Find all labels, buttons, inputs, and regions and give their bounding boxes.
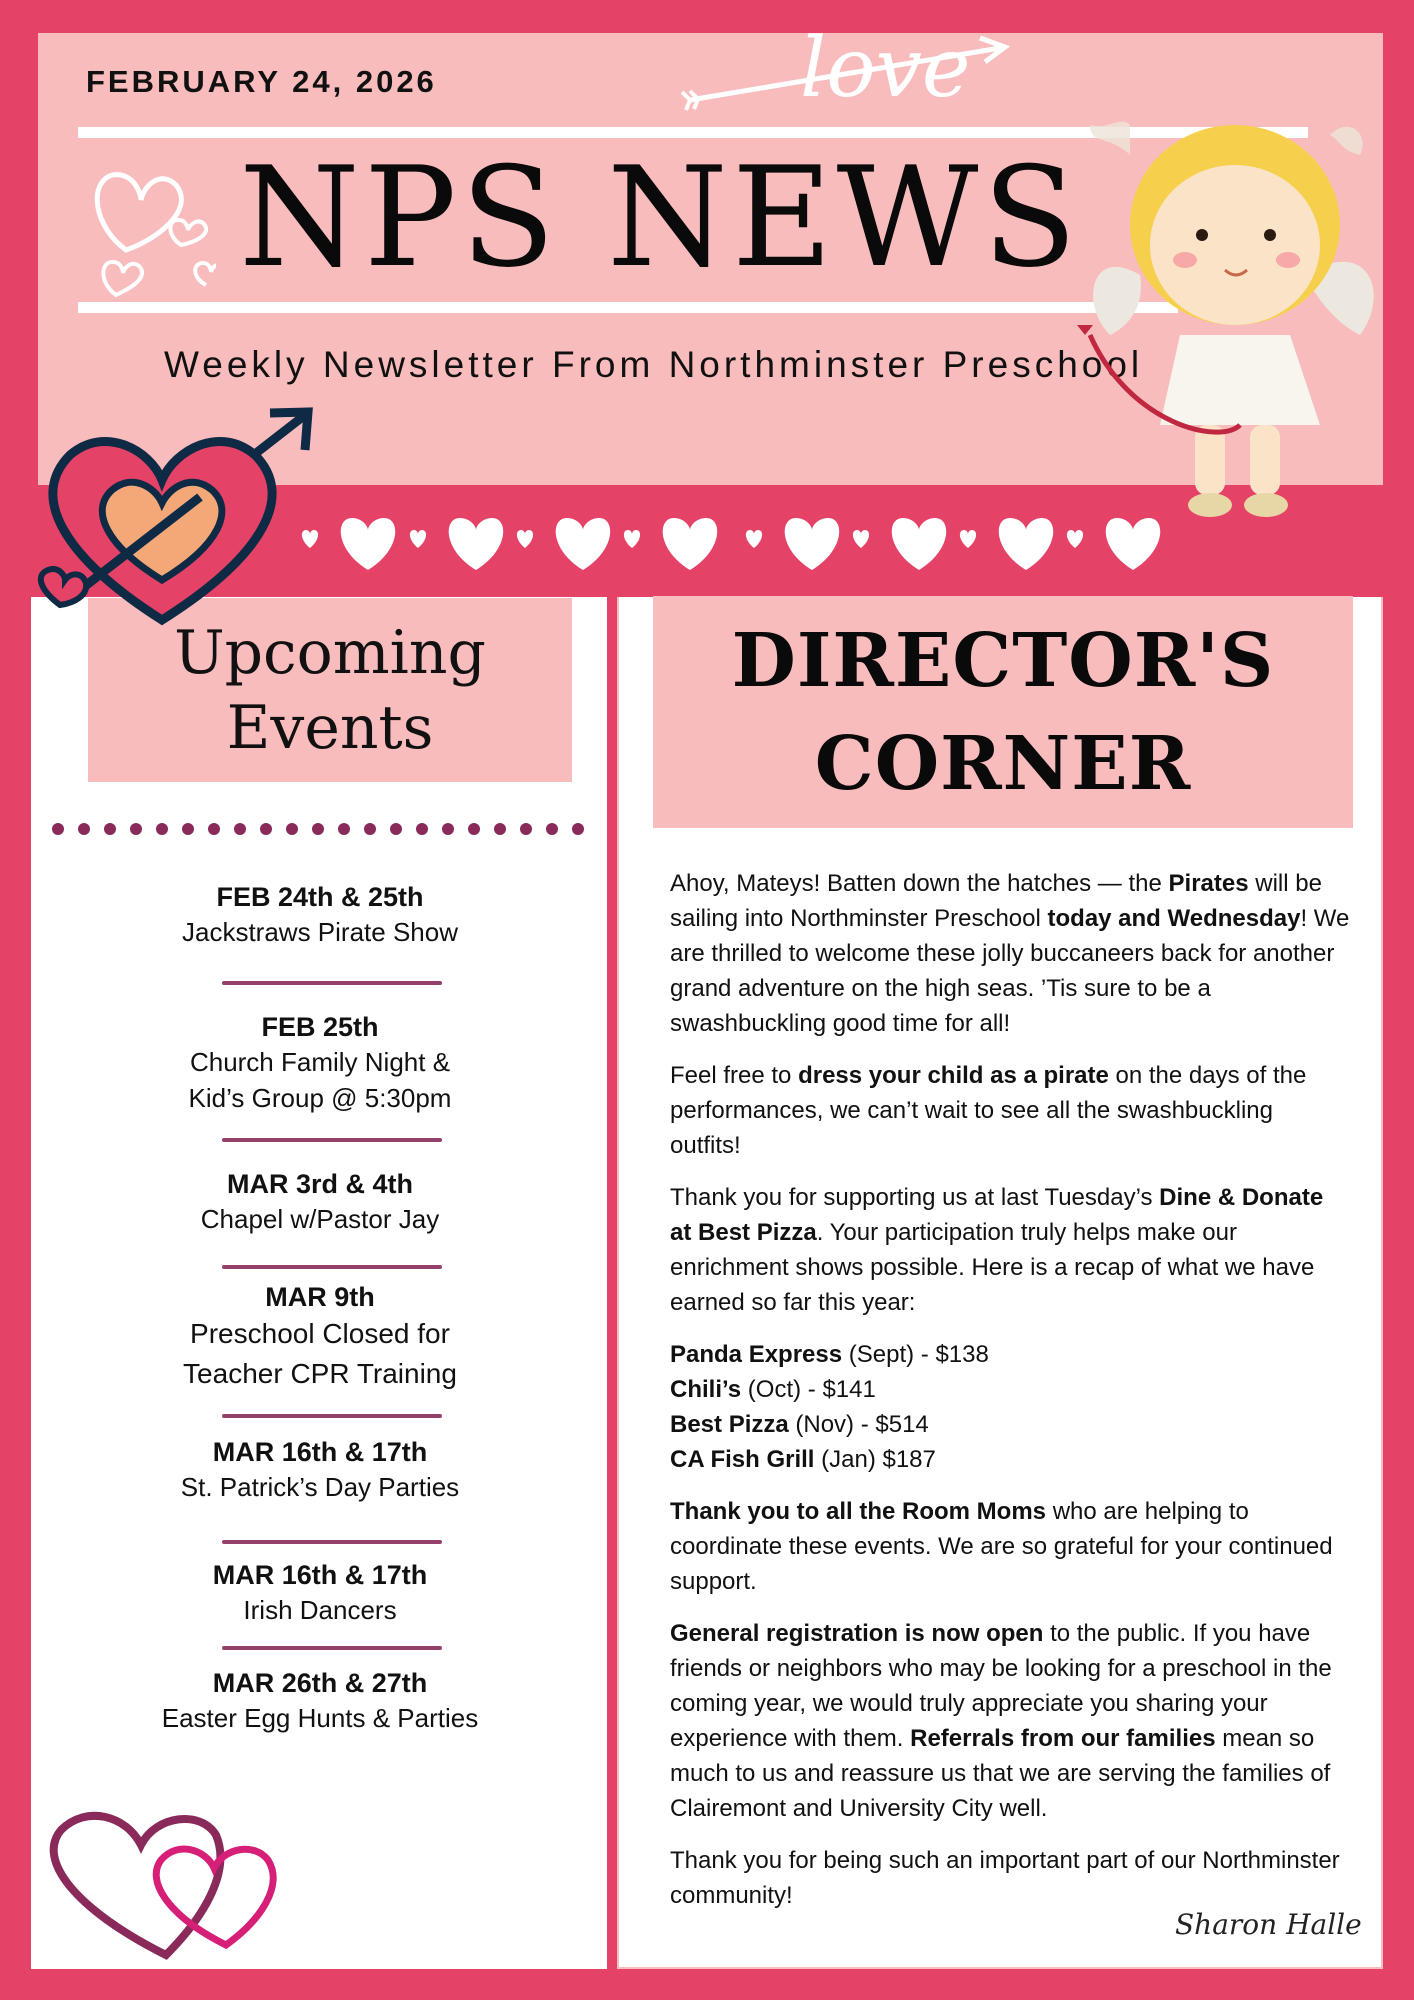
event-title: Easter Egg Hunts & Parties xyxy=(161,1703,479,1733)
text: . Your participation truly helps make our enrichment shows possible. Here is a recap of what we have earned so far this year: xyxy=(670,1219,1315,1316)
paragraph-pirates xyxy=(670,866,1350,1041)
heart-arrow-icon xyxy=(20,405,320,655)
earning-detail: (Oct) - $141 xyxy=(741,1376,876,1403)
bold-text: dress your child as a pirate xyxy=(798,1062,1109,1089)
event-separator xyxy=(222,1646,442,1650)
event-date: MAR 26th & 27th xyxy=(212,1668,428,1698)
bold-text: Thank you to all the Room Moms xyxy=(670,1498,1047,1525)
event-separator xyxy=(222,981,442,985)
events-heading-line2: Events xyxy=(226,693,434,763)
event-item xyxy=(130,1435,510,1505)
text: ! We are thrilled to welcome these jolly buccaneers back for another grand adventure on the high seas. ’Tis sure to be a swashbuckling good time for all! xyxy=(670,905,1350,1037)
paragraph-dine-donate xyxy=(670,1180,1350,1320)
event-title: Chapel w/Pastor Jay xyxy=(200,1204,440,1234)
event-item xyxy=(130,1010,510,1116)
paragraph-room-moms xyxy=(670,1494,1350,1599)
paragraph-dress-up xyxy=(670,1058,1350,1163)
outline-hearts-icon xyxy=(86,150,216,300)
event-title: Kid’s Group @ 5:30pm xyxy=(188,1083,452,1113)
interlocking-hearts-icon xyxy=(36,1800,306,1960)
director-letter xyxy=(670,866,1350,1930)
event-item xyxy=(130,1280,510,1394)
signature: Sharon Halle xyxy=(1175,1908,1362,1941)
events-heading-line1: Upcoming xyxy=(174,618,486,688)
director-heading-line1: DIRECTOR'S xyxy=(731,618,1275,704)
dotted-divider xyxy=(50,820,590,838)
cupid-icon xyxy=(1070,95,1400,545)
love-word: love xyxy=(800,21,971,116)
director-heading xyxy=(653,596,1353,828)
bold-text: Dine & Donate at Best Pizza xyxy=(670,1184,1324,1246)
event-item xyxy=(130,1167,510,1237)
event-separator xyxy=(222,1540,442,1544)
bold-text: Referrals from our families xyxy=(910,1725,1216,1752)
header-rule-bottom xyxy=(78,302,1178,313)
earning-name: CA Fish Grill xyxy=(670,1446,815,1473)
event-title: Teacher CPR Training xyxy=(183,1358,457,1389)
event-date: MAR 9th xyxy=(265,1282,375,1312)
earning-detail: (Jan) $187 xyxy=(814,1446,936,1473)
hearts-row-icon xyxy=(290,508,1170,572)
text: on the days of the performances, we can’t wait to see all the swashbuckling outfits! xyxy=(670,1062,1307,1159)
earning-detail: (Sept) - $138 xyxy=(842,1341,989,1368)
earning-name: Chili’s xyxy=(670,1376,742,1403)
event-date: FEB 24th & 25th xyxy=(216,882,424,912)
event-separator xyxy=(222,1138,442,1142)
paragraph-closing: Thank you for being such an important part of our Northminster community! xyxy=(670,1847,1340,1909)
event-date: MAR 3rd & 4th xyxy=(226,1169,413,1199)
event-separator xyxy=(222,1414,442,1418)
bold-text: today and Wednesday xyxy=(1047,905,1301,932)
earning-name: Best Pizza xyxy=(670,1411,789,1438)
text: to the public. If you have friends or neighbors who may be looking for a preschool in the coming year, we would truly appreciate you sharing your experience with them. xyxy=(670,1620,1332,1752)
earnings-list xyxy=(670,1337,1350,1477)
newsletter-title: NPS NEWS xyxy=(239,137,1081,298)
event-date: MAR 16th & 17th xyxy=(212,1560,428,1590)
text: Feel free to xyxy=(670,1062,799,1089)
event-item xyxy=(130,1666,510,1736)
event-item xyxy=(130,1558,510,1628)
text: mean so much to us and reassure us that we are serving the families of Clairemont and University City well. xyxy=(670,1725,1331,1822)
earning-name: Panda Express xyxy=(670,1341,843,1368)
newsletter-subtitle: Weekly Newsletter From Northminster Preschool xyxy=(164,344,1144,385)
love-arrow-icon xyxy=(680,18,1020,128)
bold-text: Pirates xyxy=(1168,870,1249,897)
event-separator xyxy=(222,1265,442,1269)
event-title: Church Family Night & xyxy=(189,1047,451,1077)
bold-text: General registration is now open xyxy=(670,1620,1044,1647)
paragraph-registration xyxy=(670,1616,1350,1826)
text: Ahoy, Mateys! Batten down the hatches — the xyxy=(670,870,1169,897)
text: will be sailing into Northminster Preschool xyxy=(670,870,1322,932)
event-item xyxy=(130,880,510,950)
earning-detail: (Nov) - $514 xyxy=(788,1411,929,1438)
event-title: Irish Dancers xyxy=(243,1595,397,1625)
event-title: Preschool Closed for xyxy=(190,1318,450,1349)
text: Thank you for supporting us at last Tuesday’s xyxy=(670,1184,1160,1211)
text: who are helping to coordinate these events. We are so grateful for your continued support. xyxy=(670,1498,1333,1595)
director-heading-line2: CORNER xyxy=(814,721,1192,807)
event-date: MAR 16th & 17th xyxy=(212,1437,428,1467)
event-title: St. Patrick’s Day Parties xyxy=(180,1472,460,1502)
newsletter-date: FEBRUARY 24, 2026 xyxy=(86,64,437,99)
event-title: Jackstraws Pirate Show xyxy=(182,917,458,947)
event-date: FEB 25th xyxy=(261,1012,379,1042)
